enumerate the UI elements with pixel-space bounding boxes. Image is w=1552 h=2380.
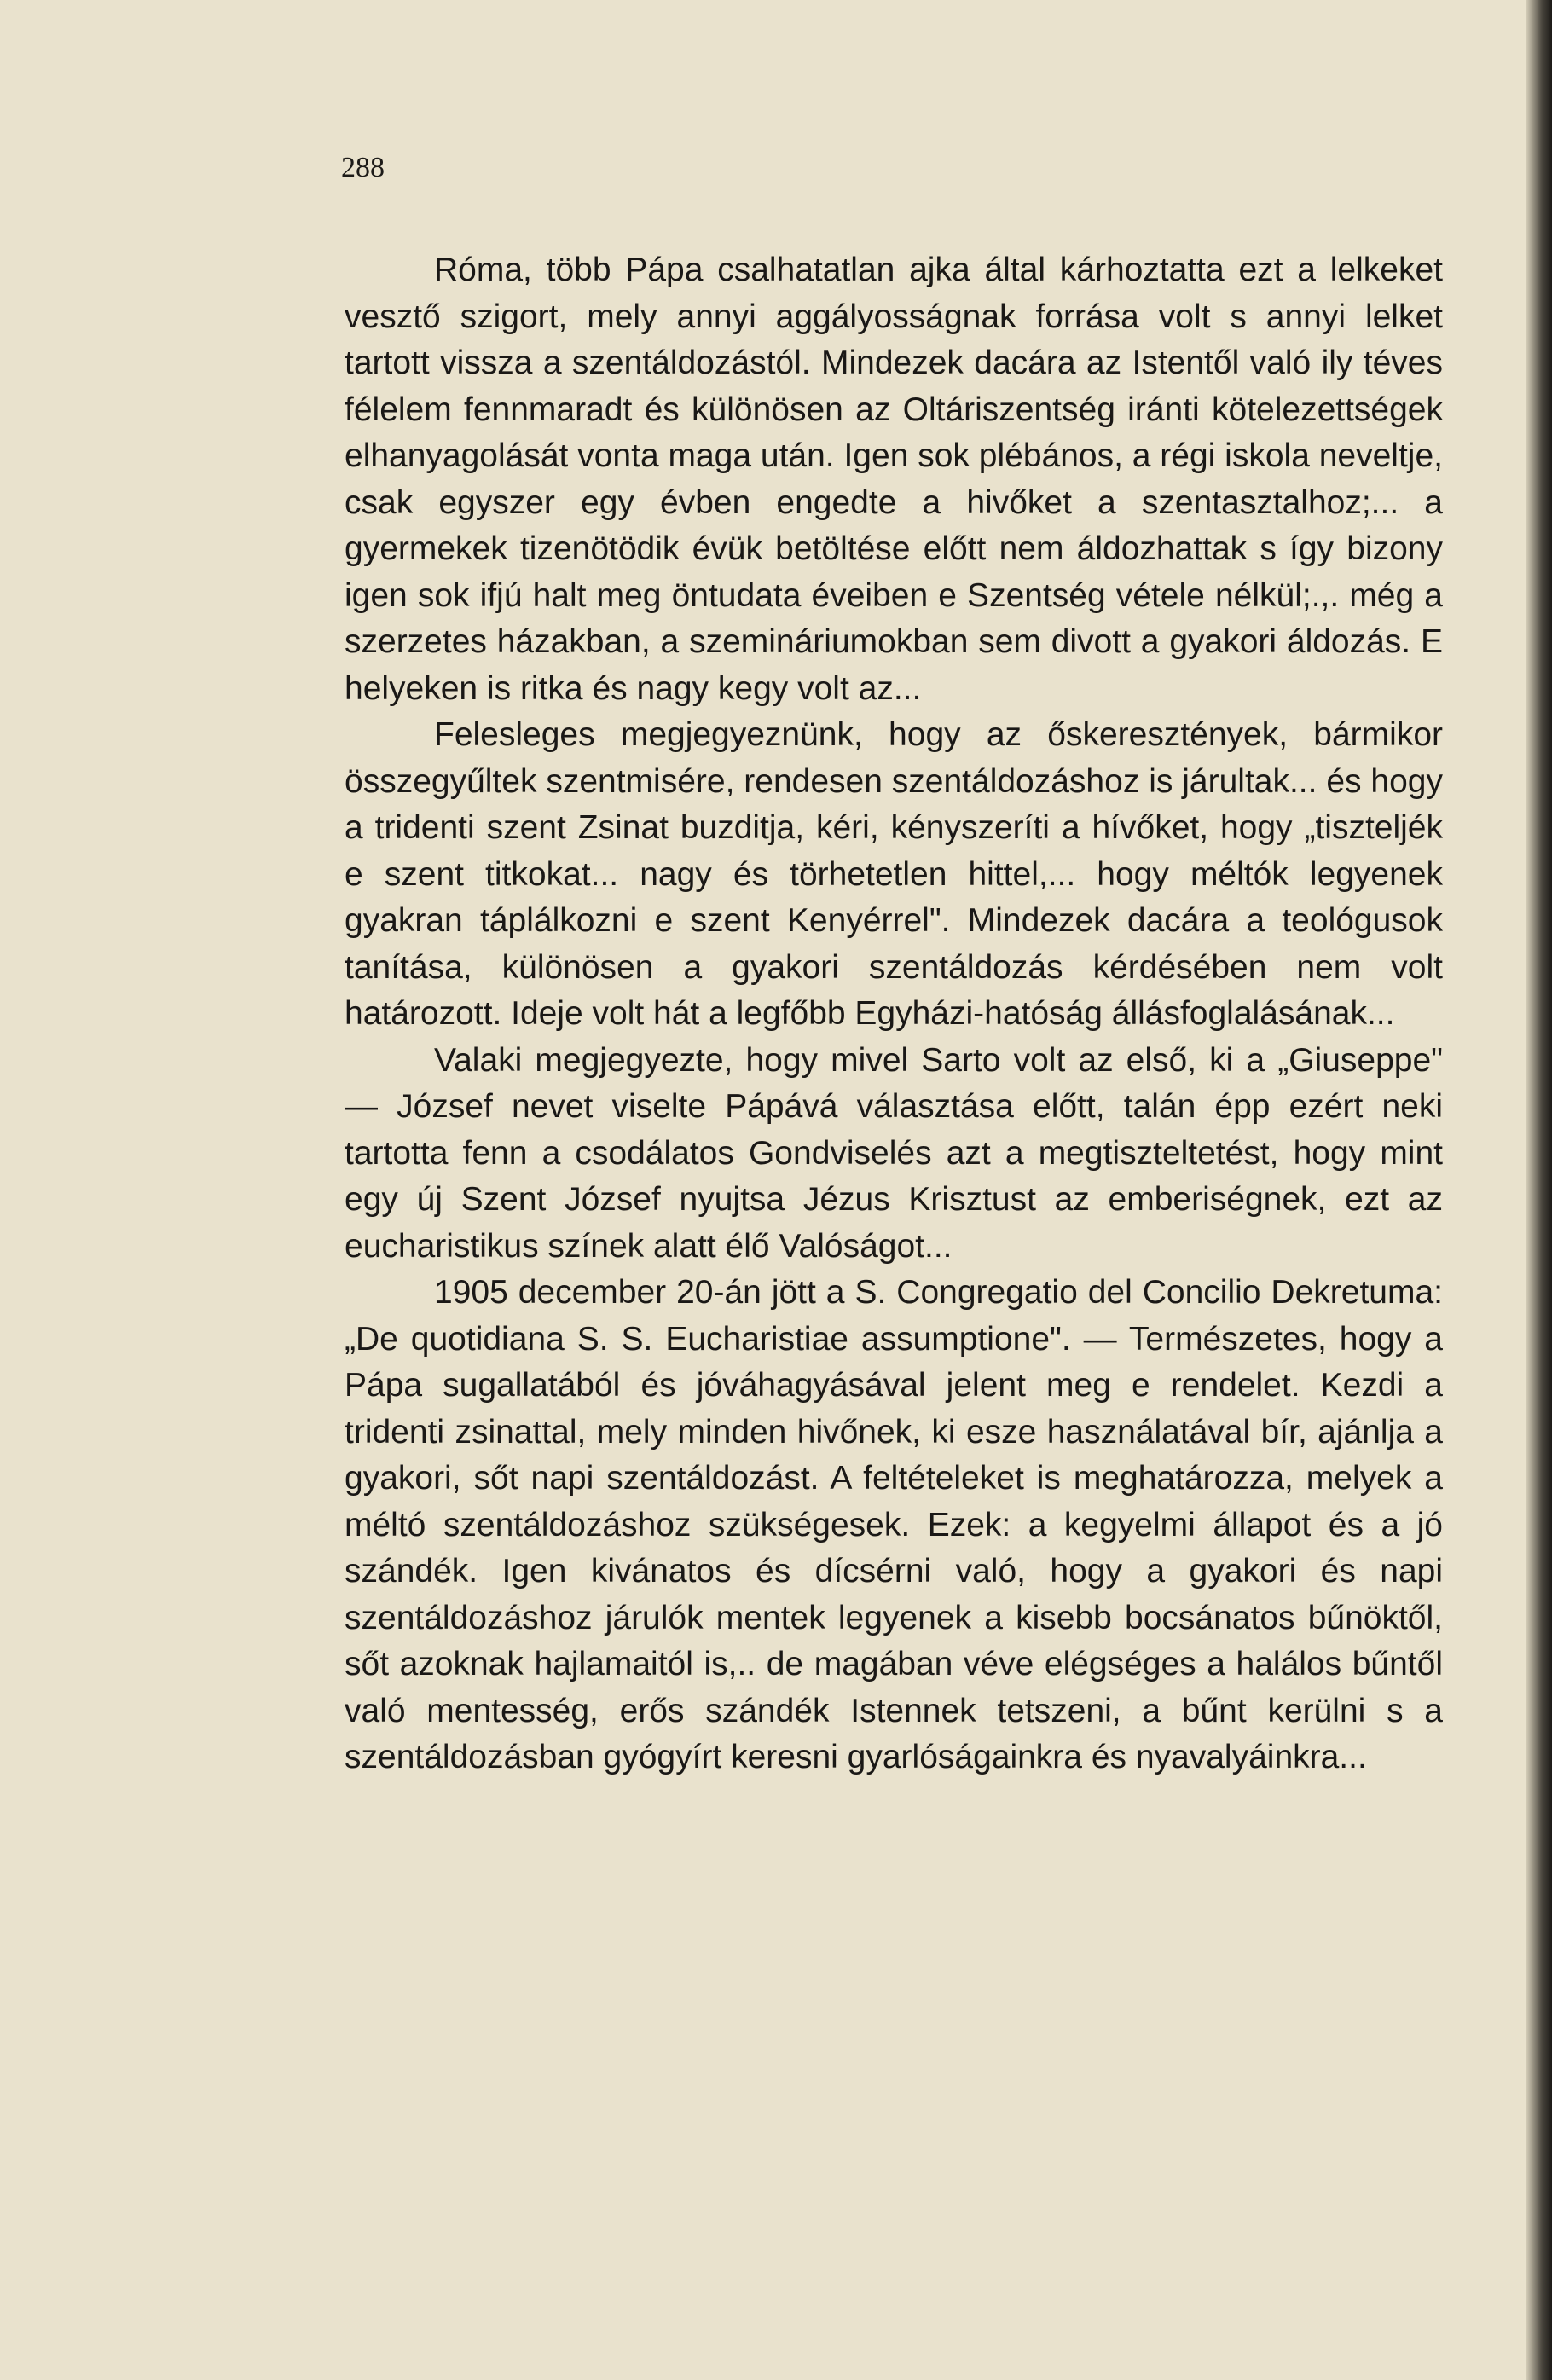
- book-spine-edge: [1526, 0, 1552, 2380]
- paragraph-2: Felesleges megjegyeznünk, hogy az őskeresztények, bármikor összegyűltek szentmisére, rendesen szentáldozáshoz is járultak... és hogy a tridenti szent Zsinat buzditja, kéri, kényszeríti a hívőket, hogy „tiszteljék e szent titkokat... nagy és törhetetlen hittel,... hogy méltók legyenek gyakran táplálkozni e szent Kenyérrel". Mindezek dacára a teológusok tanítása, különösen a gyakori szentáldozás kérdésében nem volt határozott. Ideje volt hát a legfőbb Egyházi-hatóság állásfoglalásának...: [345, 716, 1443, 1032]
- page-number: 288: [341, 152, 385, 183]
- paragraph-4: 1905 december 20-án jött a S. Congregatio del Concilio Dekretuma: „De quotidiana S. S. Eucharistiae assumptione". — Természetes, hogy a Pápa sugallatából és jóváhagyásával jelent meg e rendelet. Kezdi a tridenti zsinattal, mely minden hivőnek, ki esze használatával bír, ajánlja a gyakori, sőt napi szentáldozást. A feltételeket is meghatározza, melyek a méltó szentáldozáshoz szükségesek. Ezek: a kegyelmi állapot és a jó szándék. Igen kivánatos és dícsérni való, hogy a gyakori és napi szentáldozáshoz járulók mentek legyenek a kisebb bocsánatos bűnöktől, sőt azoknak hajlamaitól is,.. de magában véve elégséges a halálos bűntől való mentesség, erős szándék Istennek tetszeni, a bűnt kerülni s a szentáldozásban gyógyírt keresni gyarlóságainkra és nyavalyáinkra...: [345, 1274, 1443, 1775]
- paragraph-3: Valaki megjegyezte, hogy mivel Sarto volt az első, ki a „Giuseppe" — József nevet viselte Pápává választása előtt, talán épp ezért neki tartotta fenn a csodálatos Gondviselés azt a megtiszteltetést, hogy mint egy új Szent József nyujtsa Jézus Krisztust az emberiségnek, ezt az eucharistikus színek alatt élő Valóságot...: [345, 1041, 1443, 1265]
- paragraph-1: Róma, több Pápa csalhatatlan ajka által kárhoztatta ezt a lelkeket vesztő szigort, mely annyi aggályosságnak forrása volt s annyi lelket tartott vissza a szentáldozástól. Mindezek dacára az Istentől való ily téves félelem fennmaradt és különösen az Oltáriszentség iránti kötelezettségek elhanyagolását vonta maga után. Igen sok plébános, a régi iskola neveltje, csak egyszer egy évben engedte a hivőket a szentasztalhoz;... a gyermekek tizenötödik évük betöltése előtt nem áldozhattak s így bizony igen sok ifjú halt meg öntudata éveiben e Szentség vétele nélkül;.,. még a szerzetes házakban, a szemináriumokban sem divott a gyakori áldozás. E helyeken is ritka és nagy kegy volt az...: [345, 252, 1443, 707]
- body-text: [345, 247, 1443, 1781]
